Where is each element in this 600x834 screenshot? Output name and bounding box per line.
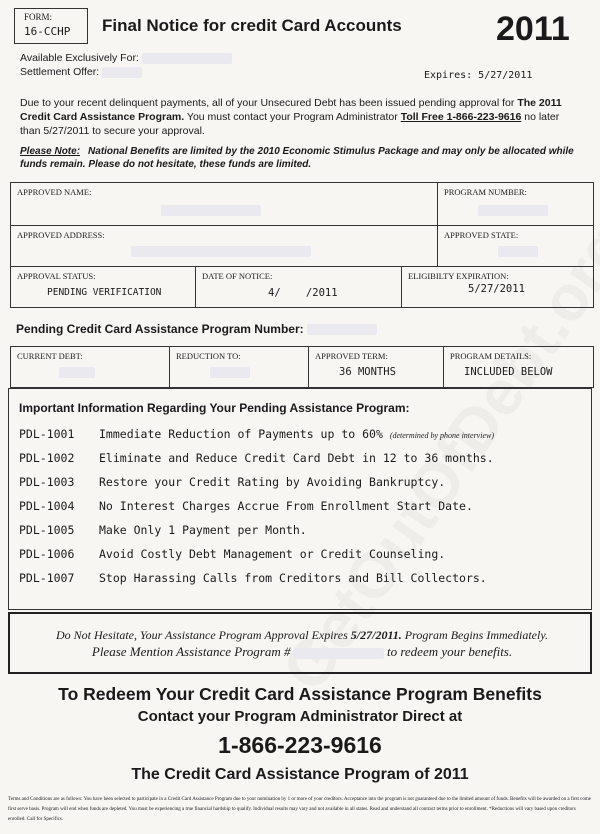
note-text: National Benefits are limited by the 2010 Economic Stimulus Package and may only be allocated while funds remain. Please do not hesitate, these funds are limited. — [20, 146, 574, 170]
date-of-notice-value: 4/ /2011 — [268, 287, 338, 299]
approved-address-label: APPROVED ADDRESS: — [17, 230, 105, 240]
program-number-cell — [437, 182, 594, 226]
expiration-text: Do Not Hesitate, Your Assistance Program Approval Expires — [56, 628, 348, 642]
page-title: Final Notice for сredit Card Accounts — [102, 16, 402, 35]
expiration-box — [8, 612, 592, 674]
approved-term-value: 36 MONTHS — [339, 366, 396, 378]
approved-term-label: APPROVED TERM: — [315, 351, 388, 361]
redeem-heading: To Redeem Your Credit Card Assistance Program Benefits — [58, 684, 542, 704]
benefit-text: Immediate Reduction of Payments up to 60% — [99, 427, 383, 441]
benefit-text: Restore your Credit Rating by Avoiding Bankruptcy. — [99, 475, 446, 489]
redacted-name — [142, 53, 232, 64]
current-debt-cell — [10, 346, 170, 388]
benefit-code: PDL-1004 — [19, 499, 75, 513]
benefit-code: PDL-1002 — [19, 451, 75, 465]
expiration-date: 5/27/2011. — [350, 628, 402, 642]
benefits-title: Important Information Regarding Your Pending Assistance Program: — [19, 401, 410, 415]
debt-table — [10, 346, 594, 388]
benefit-text: Avoid Costly Debt Management or Credit Counseling. — [99, 547, 446, 561]
redacted-offer — [102, 67, 142, 78]
intro-paragraph — [20, 96, 580, 138]
settlement-label — [20, 66, 142, 78]
approval-status-value: PENDING VERIFICATION — [47, 287, 162, 298]
terms-conditions: Terms and Conditions are as follows: You have been selected to participate in a Credit Card Assistance Program due to your nomination by 1 or more of your creditors. Acceptance into the program is not guaranteed due to the limited amount of funds. Benefits will be awarded on a first come first serve basis. Program will end when funds are depleted. You must be experiencing a true financial hardship to qualify. Individual results may vary and not available in all states. Read and understand all contract terms prior to enrollment. *Reductions will vary based upon creditors enrolled. Call for Specifics. — [8, 797, 591, 822]
intro-phone: Toll Free 1-866-223-9616 — [400, 111, 522, 123]
phone-number: 1-866-223-9616 — [218, 732, 382, 758]
redacted-program-id — [294, 648, 384, 659]
intro-program-name: The 2011 Credit Card Assistance Program. — [20, 97, 562, 123]
eligibility-expiration-label: ELIGIBILTY EXPIRATION: — [408, 271, 509, 281]
approval-table — [10, 182, 594, 308]
settlement-label-text: Settlement Offer: — [20, 66, 100, 78]
redacted-pending-number — [307, 324, 377, 335]
eligibility-expiration-cell — [401, 266, 594, 308]
benefit-item — [19, 499, 473, 513]
mention-program-text: Please Mention Assistance Program # — [91, 644, 291, 659]
benefit-code: PDL-1006 — [19, 547, 75, 561]
expiration-line-2 — [24, 644, 580, 660]
pending-program-number-label: Pending Credit Card Assistance Program Number: — [16, 322, 304, 336]
benefit-item — [19, 571, 487, 585]
intro-text-d: no later than 5/27/2011 to secure your approval. — [20, 111, 560, 137]
redacted-state — [498, 246, 538, 257]
benefits-box — [8, 388, 592, 610]
redeem-benefits-text: to redeem your benefits. — [386, 644, 513, 659]
benefit-item — [19, 451, 494, 465]
program-heading: The Credit Card Assistance Program of 2011 — [131, 766, 469, 783]
benefit-code: PDL-1005 — [19, 523, 75, 537]
benefit-code: PDL-1003 — [19, 475, 75, 489]
benefit-text: No Interest Charges Accrue From Enrollment Start Date. — [99, 499, 473, 513]
approved-state-label: APPROVED STATE: — [444, 230, 519, 240]
benefit-text: Stop Harassing Calls from Creditors and Bill Collectors. — [99, 571, 487, 585]
program-details-label: PROGRAM DETAILS: — [450, 351, 532, 361]
redacted-program-number — [478, 205, 548, 216]
benefit-item — [19, 523, 307, 537]
program-number-label: PROGRAM NUMBER: — [444, 187, 527, 197]
redacted-approved-name — [161, 205, 261, 216]
approved-name-cell — [10, 182, 438, 226]
available-label — [20, 52, 232, 64]
approved-term-cell — [308, 346, 444, 388]
available-label-text: Available Exclusively For: — [20, 52, 139, 64]
benefit-note: (determined by phone interview) — [389, 431, 494, 440]
benefit-code: PDL-1001 — [19, 427, 75, 441]
year-heading: 2011 — [496, 10, 570, 48]
benefit-text: Eliminate and Reduce Credit Card Debt in 12 to 36 months. — [99, 451, 494, 465]
program-begins-text: Program Begins Immediately. — [404, 628, 548, 642]
reduction-to-cell — [169, 346, 309, 388]
date-of-notice-label: DATE OF NOTICE: — [202, 271, 273, 281]
approval-status-cell — [10, 266, 196, 308]
current-debt-label: CURRENT DEBT: — [17, 351, 83, 361]
approved-state-cell — [437, 225, 594, 267]
approved-address-cell — [10, 225, 438, 267]
redacted-reduction — [210, 367, 250, 378]
expires-date: Expires: 5/27/2011 — [424, 70, 533, 81]
benefit-item — [19, 547, 445, 561]
intro-text-c: You must contact your Program Administrator — [184, 111, 398, 123]
approval-status-label: APPROVAL STATUS: — [17, 271, 96, 281]
form-box — [14, 8, 88, 44]
benefit-item — [19, 427, 494, 441]
please-note — [20, 145, 580, 171]
expiration-line-1 — [24, 628, 580, 643]
date-of-notice-cell — [195, 266, 402, 308]
benefit-item — [19, 475, 445, 489]
note-label: Please Note: — [20, 146, 81, 157]
redacted-address — [131, 246, 311, 257]
pending-program-number — [16, 322, 377, 336]
eligibility-expiration-value: 5/27/2011 — [468, 283, 525, 295]
redacted-current-debt — [59, 367, 95, 378]
form-label: FORM: — [24, 12, 53, 22]
benefit-code: PDL-1007 — [19, 571, 75, 585]
approved-name-label: APPROVED NAME: — [17, 187, 92, 197]
program-details-value: INCLUDED BELOW — [464, 366, 553, 378]
contact-heading: Contact your Program Administrator Direct at — [137, 708, 463, 725]
program-details-cell — [443, 346, 594, 388]
form-code: 16-CCHP — [24, 25, 71, 38]
benefit-text: Make Only 1 Payment per Month. — [99, 523, 307, 537]
intro-text-a: Due to your recent delinquent payments, all of your Unsecured Debt has been issued pending approval for — [20, 97, 515, 109]
reduction-to-label: REDUCTION TO: — [176, 351, 241, 361]
